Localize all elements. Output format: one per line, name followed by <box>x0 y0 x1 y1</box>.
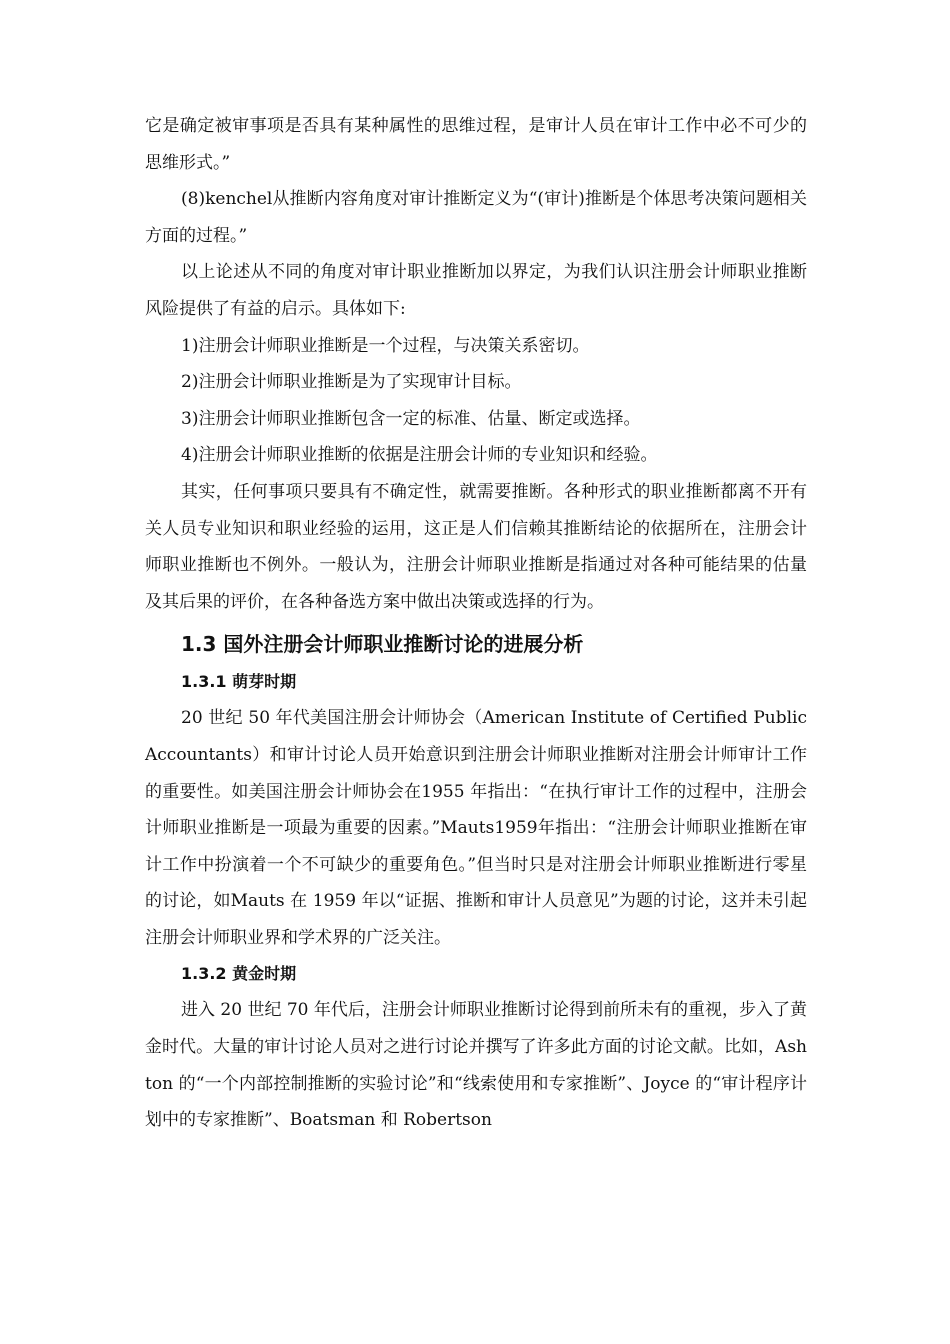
paragraph-sprout-period: 20 世纪 50 年代美国注册会计师协会（American Institute of Certified Public Accountants）和审计讨论人员开始意识到注册会计师职业推断对注册会计师审计工作的重要性。如美国注册会计师协会在1955 年指出：“在执行审计工作的过程中，注册会计师职业推断是一项最为重要的因素。”Mauts1959年指出：“注册会计师职业推断在审计工作中扮演着一个不可缺少的重要角色。”但当时只是对注册会计师职业推断进行零星的讨论，如Mauts 在 1959 年以“证据、推断和审计人员意见”为题的讨论，这并未引起注册会计师职业界和学术界的广泛关注。 <box>145 708 807 948</box>
subsection-heading: 1.3.1 萌芽时期 <box>181 672 297 692</box>
list-item: 4)注册会计师职业推断的依据是注册会计师的专业知识和经验。 <box>181 445 658 466</box>
document-page <box>145 108 807 1139</box>
paragraph-kenchel-definition: (8)kenchel从推断内容角度对审计推断定义为“(审计)推断是个体思考决策问题相关方面的过程。” <box>145 189 807 246</box>
subsection-heading: 1.3.2 黄金时期 <box>181 964 297 984</box>
paragraph-golden-period: 进入 20 世纪 70 年代后，注册会计师职业推断讨论得到前所未有的重视，步入了黄金时代。大量的审计讨论人员对之进行讨论并撰写了许多此方面的讨论文献。比如，Ashton 的“一个内部控制推断的实验讨论”和“线索使用和专家推断”、Joyce 的“审计程序计划中的专家推断”、Boatsman 和 Robertson <box>145 1000 807 1131</box>
list-item: 2)注册会计师职业推断是为了实现审计目标。 <box>181 372 522 393</box>
section-heading: 1.3 国外注册会计师职业推断讨论的进展分析 <box>181 632 584 657</box>
paragraph-summary: 以上论述从不同的角度对审计职业推断加以界定，为我们认识注册会计师职业推断风险提供了有益的启示。具体如下: <box>145 262 807 319</box>
list-item: 3)注册会计师职业推断包含一定的标准、估量、断定或选择。 <box>181 408 641 429</box>
list-item: 1)注册会计师职业推断是一个过程，与决策关系密切。 <box>181 335 590 356</box>
paragraph-definition: 其实，任何事项只要具有不确定性，就需要推断。各种形式的职业推断都离不开有关人员专业知识和职业经验的运用，这正是人们信赖其推断结论的依据所在，注册会计师职业推断也不例外。一般认为，注册会计师职业推断是指通过对各种可能结果的估量及其后果的评价，在各种备选方案中做出决策或选择的行为。 <box>145 481 807 612</box>
paragraph-continued: 它是确定被审事项是否具有某种属性的思维过程，是审计人员在审计工作中必不可少的思维形式。” <box>145 116 807 173</box>
